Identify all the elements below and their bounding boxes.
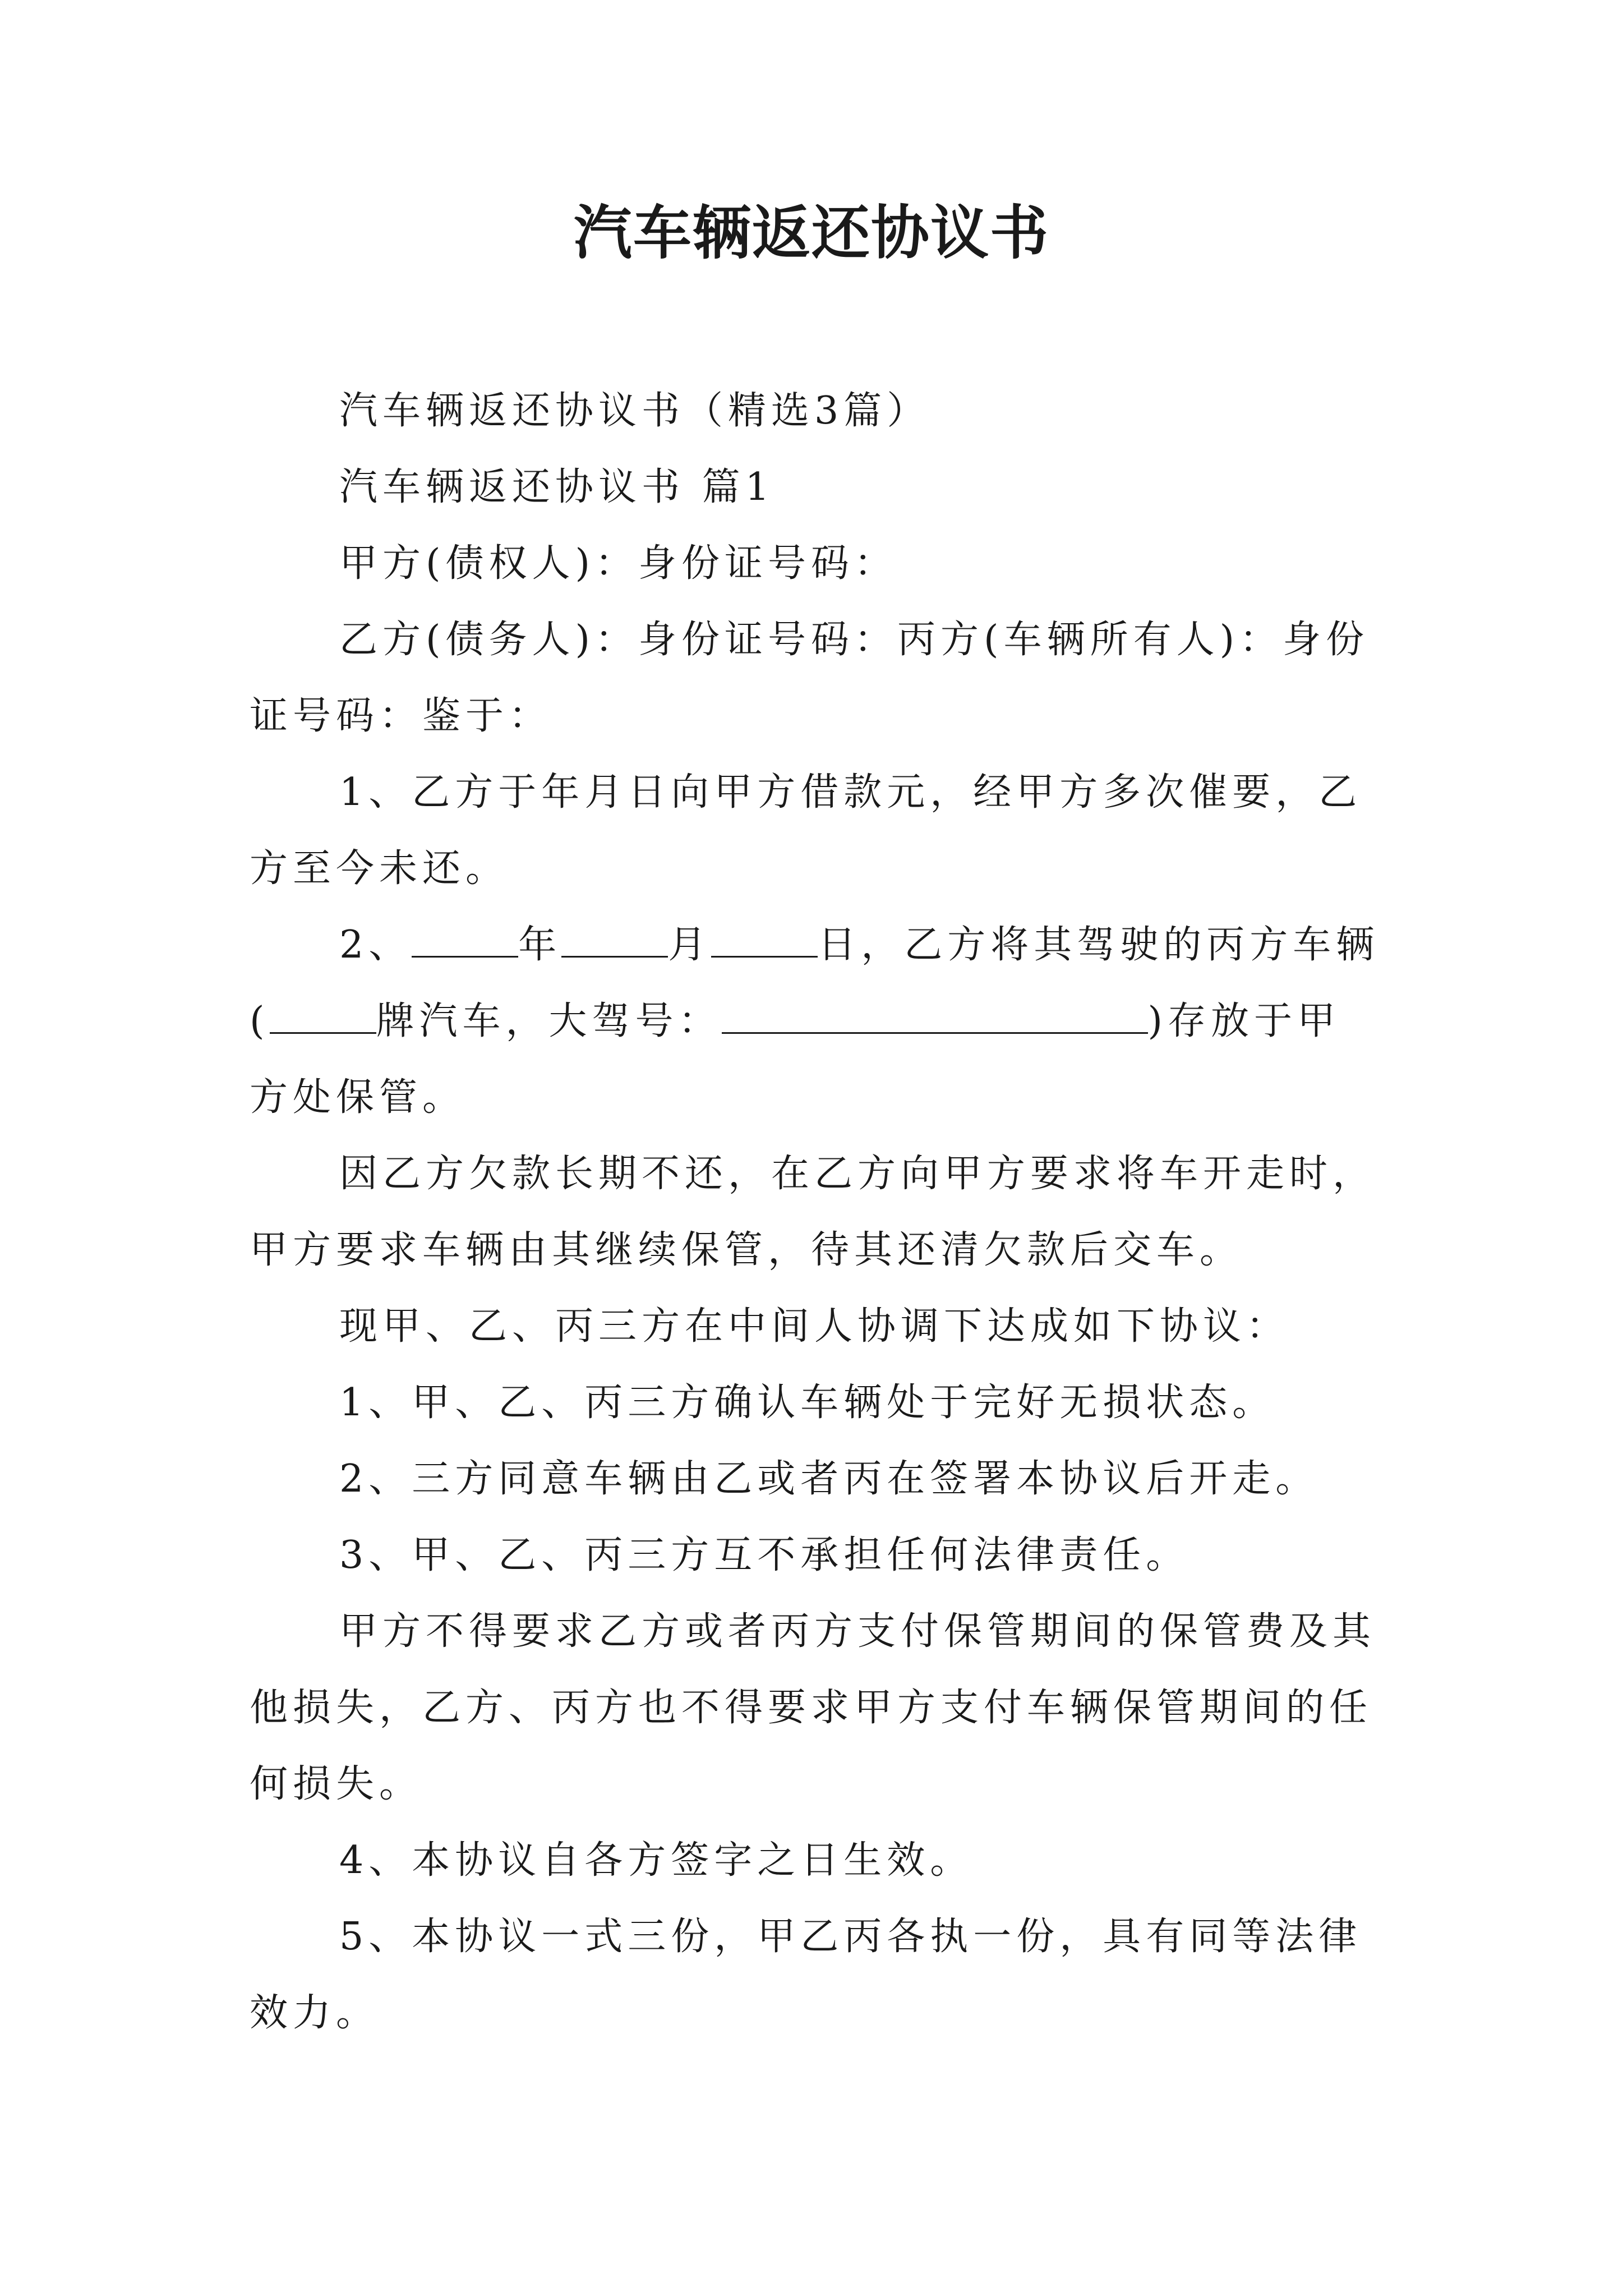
clause-4-paragraph: 4、本协议自各方签字之日生效。	[339, 1838, 974, 1883]
year-blank	[412, 922, 518, 958]
day-blank	[711, 922, 818, 958]
whereas-2-brand-text: 牌汽车，大驾号：	[376, 999, 722, 1043]
whereas-2-month: 月	[668, 923, 712, 967]
whereas-2-prefix: 2、	[339, 923, 412, 967]
intro-paragraph: 现甲、乙、丙三方在中间人协调下达成如下协议：	[339, 1304, 1290, 1349]
whereas-2-day-text: 日，乙方将其驾驶的丙方车辆(	[250, 923, 1380, 1043]
clause-1-paragraph: 1、甲、乙、丙三方确认车辆处于完好无损状态。	[339, 1381, 1276, 1425]
whereas-2-suffix: )存放于甲方处保管。	[250, 999, 1341, 1120]
clause-3-paragraph: 3、甲、乙、丙三方互不承担任何法律责任。	[339, 1533, 1189, 1577]
whereas-2-paragraph	[250, 907, 1382, 1136]
document-title: 汽车辆返还协议书	[573, 198, 1049, 267]
clause-2-paragraph: 2、三方同意车辆由乙或者丙在签署本协议后开走。	[339, 1457, 1319, 1501]
clause-3-detail-paragraph: 甲方不得要求乙方或者丙方支付保管期间的保管费及其他损失，乙方、丙方也不得要求甲方支付车辆保管期间的任何损失。	[250, 1609, 1376, 1806]
whereas-1-paragraph: 1、乙方于年月日向甲方借款元，经甲方多次催要，乙方至今未还。	[250, 770, 1362, 891]
subtitle-paragraph: 汽车辆返还协议书（精选3篇）	[339, 389, 930, 433]
document-body	[250, 373, 1382, 2051]
whereas-2-year: 年	[518, 923, 562, 967]
chapter-heading: 汽车辆返还协议书 篇1	[339, 465, 774, 509]
party-b-c-paragraph: 乙方(债务人)：身份证号码：丙方(车辆所有人)：身份证号码：鉴于：	[250, 618, 1370, 738]
clause-5-paragraph: 5、本协议一式三份，甲乙丙各执一份，具有同等法律效力。	[250, 1915, 1362, 2035]
license-blank	[722, 999, 1148, 1034]
party-a-paragraph: 甲方(债权人)：身份证号码：	[339, 541, 898, 586]
month-blank	[561, 922, 668, 958]
reason-paragraph: 因乙方欠款长期不还，在乙方向甲方要求将车开走时，甲方要求车辆由其继续保管，待其还清欠款后交车。	[250, 1152, 1376, 1272]
brand-blank	[270, 999, 376, 1034]
